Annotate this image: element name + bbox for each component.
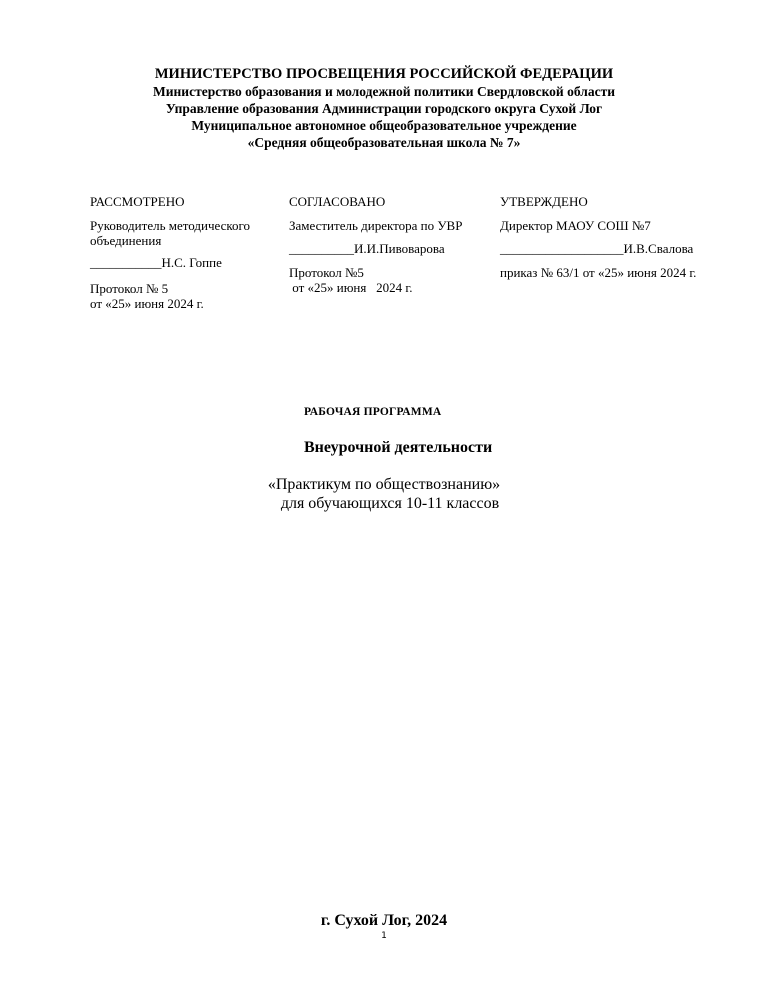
page-number: 1 [381, 931, 387, 941]
program-title: РАБОЧАЯ ПРОГРАММА [304, 406, 442, 418]
activity-type: Внеурочной деятельности [304, 439, 493, 456]
reviewed-title: РАССМОТРЕНО [90, 194, 185, 209]
education-department: Управление образования Администрации городского округа Сухой Лог [165, 101, 603, 116]
city-year: г. Сухой Лог, 2024 [320, 912, 448, 929]
ministry-regional: Министерство образования и молодежной политики Свердловской области [153, 84, 615, 99]
approval-approved [500, 194, 740, 280]
approved-order: приказ № 63/1 от «25» июня 2024 г. [500, 265, 697, 280]
approval-reviewed [90, 194, 280, 311]
school-name: «Средняя общеобразовательная школа № 7» [247, 135, 521, 150]
reviewed-role-line2: объединения [90, 233, 162, 248]
agreed-role: Заместитель директора по УВР [289, 218, 463, 233]
approved-role: Директор МАОУ СОШ №7 [500, 218, 651, 233]
agreed-title: СОГЛАСОВАНО [289, 194, 386, 209]
course-block [0, 475, 768, 513]
reviewed-signature: ___________Н.С. Гоппе [90, 255, 222, 270]
course-audience: для обучающихся 10-11 классов [280, 495, 500, 512]
approved-title: УТВЕРЖДЕНО [500, 194, 588, 209]
agreed-signature: __________И.И.Пивоварова [289, 241, 445, 256]
agreed-protocol-number: Протокол №5 [289, 265, 364, 280]
reviewed-protocol-number: Протокол № 5 [90, 281, 169, 296]
document-header [0, 66, 768, 151]
ministry-federal: МИНИСТЕРСТВО ПРОСВЕЩЕНИЯ РОССИЙСКОЙ ФЕДЕРАЦИИ [154, 66, 614, 82]
approval-agreed [289, 194, 494, 295]
agreed-protocol-date: от «25» июня 2024 г. [289, 280, 413, 295]
reviewed-protocol-date: от «25» июня 2024 г. [90, 296, 204, 311]
reviewed-role-line1: Руководитель методического [90, 218, 251, 233]
institution-type: Муниципальное автономное общеобразовательное учреждение [191, 118, 577, 133]
approved-signature: ___________________И.В.Свалова [500, 241, 694, 256]
course-name: «Практикум по обществознанию» [267, 476, 501, 493]
